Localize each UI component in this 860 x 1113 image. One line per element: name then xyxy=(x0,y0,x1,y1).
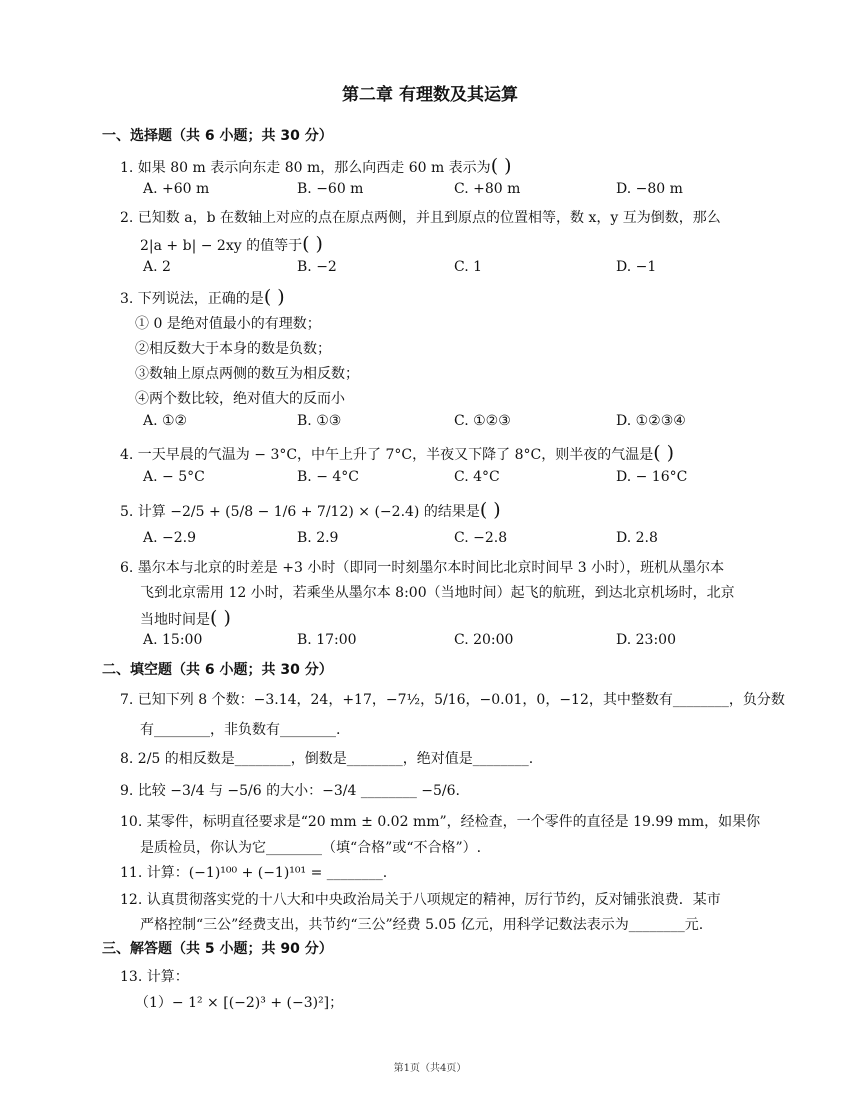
option: A. 2 xyxy=(143,259,171,275)
option: B. ①③ xyxy=(297,413,342,429)
question-5-options xyxy=(143,530,763,550)
question-6-options xyxy=(143,632,763,652)
question-3-item: ④两个数比较，绝对值大的反而小 xyxy=(135,391,345,407)
option: D. − 16°C xyxy=(616,469,688,485)
option: B. −2 xyxy=(297,259,337,275)
question-12-line-a: 12. 认真贯彻落实党的十八大和中央政治局关于八项规定的精神，厉行节约，反对铺张浪费．某市 xyxy=(120,892,721,908)
question-6-line-b: 飞到北京需用 12 小时，若乘坐从墨尔本 8:00（当地时间）起飞的航班，到达北京机场时，北京 xyxy=(140,585,735,601)
question-3-item: ① 0 是绝对值最小的有理数； xyxy=(135,316,321,332)
question-3-item: ②相反数大于本身的数是负数； xyxy=(135,341,331,357)
option: B. 2.9 xyxy=(297,530,339,546)
question-9: 9. 比较 −3/4 与 −5/6 的大小：−3/4 ________ −5/6. xyxy=(120,783,461,799)
question-7-line-a: 7. 已知下列 8 个数：−3.14，24，+17，−7½，5/16，−0.01，0，−12，其中整数有________，负分数 xyxy=(120,692,785,708)
question-5-stem: 5. 计算 −2/5 + (5/8 − 1/6 + 7/12) × (−2.4) 的结果是 xyxy=(120,504,480,520)
answer-paren: ( ) xyxy=(302,233,323,255)
question-3-options xyxy=(143,413,763,433)
question-2-line-a: 2. 已知数 a，b 在数轴上对应的点在原点两侧，并且到原点的位置相等，数 x，y 互为倒数，那么 xyxy=(120,210,721,226)
option: D. 23:00 xyxy=(616,632,676,648)
option: C. 1 xyxy=(454,259,483,275)
question-3 xyxy=(120,286,285,308)
question-5 xyxy=(120,499,501,521)
option: A. 15:00 xyxy=(143,632,203,648)
option: B. 17:00 xyxy=(297,632,357,648)
option: C. ①②③ xyxy=(454,413,511,429)
option: D. ①②③④ xyxy=(616,413,686,429)
option: D. 2.8 xyxy=(616,530,658,546)
option: B. − 4°C xyxy=(297,469,359,485)
option: A. +60 m xyxy=(143,181,210,197)
question-2-line-b xyxy=(140,233,323,255)
question-2-options xyxy=(143,259,763,279)
question-6-stem: 当地时间是 xyxy=(140,612,210,628)
question-6-line-c xyxy=(140,607,231,629)
question-11: 11. 计算：(−1)¹⁰⁰ + (−1)¹⁰¹ = ________. xyxy=(120,865,388,881)
question-12-line-b: 严格控制“三公”经费支出，共节约“三公”经费 5.05 亿元，用科学记数法表示为________元. xyxy=(140,917,704,933)
question-6-line-a: 6. 墨尔本与北京的时差是 +3 小时（即同一时刻墨尔本时间比北京时间早 3 小时），班机从墨尔本 xyxy=(120,560,725,576)
option: A. −2.9 xyxy=(143,530,197,546)
question-4-options xyxy=(143,469,763,489)
question-3-stem: 3. 下列说法，正确的是 xyxy=(120,291,264,307)
section-solve: 三、解答题（共 5 小题；共 90 分） xyxy=(102,941,333,957)
question-13-part-1: （1）− 1² × [(−2)³ + (−3)²]； xyxy=(135,995,344,1011)
option: A. ①② xyxy=(143,413,188,429)
answer-paren: ( ) xyxy=(263,286,285,308)
question-10-line-b: 是质检员，你认为它________（填“合格”或“不合格”）. xyxy=(140,840,482,856)
section-choice: 一、选择题（共 6 小题；共 30 分） xyxy=(102,128,333,144)
question-4 xyxy=(120,442,674,464)
option: C. +80 m xyxy=(454,181,521,197)
option: A. − 5°C xyxy=(143,469,205,485)
answer-paren: ( ) xyxy=(210,607,231,629)
answer-paren: ( ) xyxy=(479,499,501,521)
option: C. 20:00 xyxy=(454,632,514,648)
question-8: 8. 2/5 的相反数是________，倒数是________，绝对值是________. xyxy=(120,751,534,767)
option: B. −60 m xyxy=(297,181,364,197)
answer-paren: ( ) xyxy=(490,155,512,177)
question-1-options xyxy=(143,181,763,201)
question-7-line-b: 有________，非负数有________. xyxy=(140,722,341,738)
question-4-stem: 4. 一天早晨的气温为 − 3°C，中午上升了 7°C，半夜又下降了 8°C，则半夜的气温是 xyxy=(120,447,654,463)
question-10-line-a: 10. 某零件，标明直径要求是“20 mm ± 0.02 mm”，经检查，一个零件的直径是 19.99 mm，如果你 xyxy=(120,814,761,830)
question-13: 13. 计算： xyxy=(120,969,189,985)
question-3-item: ③数轴上原点两侧的数互为相反数； xyxy=(135,366,359,382)
answer-paren: ( ) xyxy=(653,442,675,464)
question-2-stem: 2|a + b| − 2xy 的值等于 xyxy=(140,238,303,254)
option: D. −80 m xyxy=(616,181,683,197)
section-fill: 二、填空题（共 6 小题；共 30 分） xyxy=(102,662,333,678)
option: D. −1 xyxy=(616,259,657,275)
option: C. −2.8 xyxy=(454,530,508,546)
page-title: 第二章 有理数及其运算 xyxy=(342,85,518,105)
question-1 xyxy=(120,155,512,177)
option: C. 4°C xyxy=(454,469,500,485)
question-1-stem: 1. 如果 80 m 表示向东走 80 m，那么向西走 60 m 表示为 xyxy=(120,160,491,176)
page-footer: 第1页（共4页） xyxy=(393,1063,467,1074)
